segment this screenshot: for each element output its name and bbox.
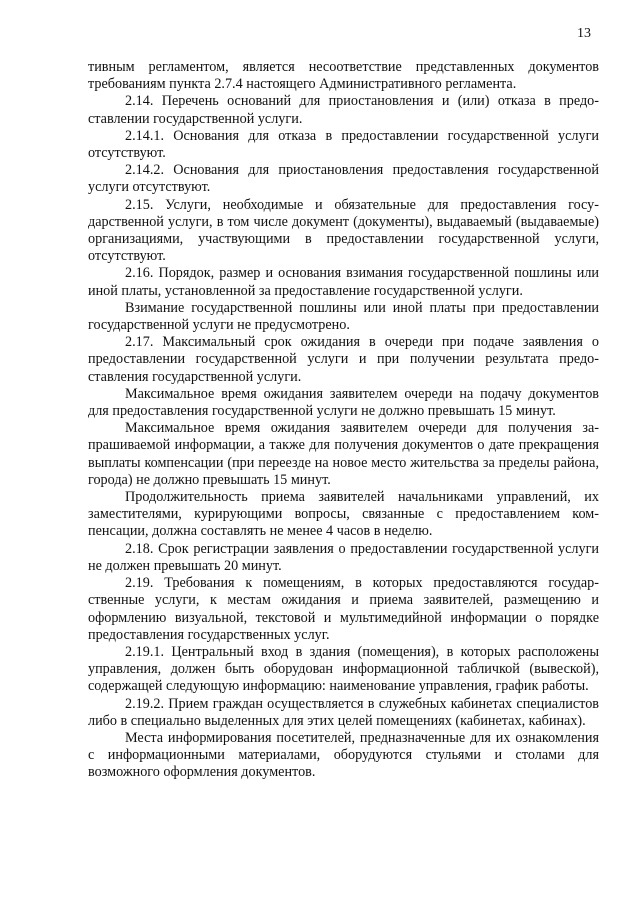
paragraph-continuation: тивным регламентом, является несоответствие представленных документов требованиям пункта 2.7.4 настоящего Административного регламента.: [88, 59, 599, 93]
paragraph-max-wait-submission: Максимальное время ожидания заявителем очереди на подачу документов для предоставления государственной услуги не должно превышать 15 минут.: [88, 385, 599, 420]
paragraph-fee-not-charged: Взимание государственной пошлины или иной платы при предоставлении государственной услуги не предусмотрено.: [88, 299, 599, 334]
paragraph-max-wait-information: Максимальное время ожидания заявителем очереди для получения запрашиваемой информации, а также для получения документов о дате прекращения выплаты компенсации (при переезде на новое место жительства за пределы района, города) не должно превышать 15 минут.: [88, 420, 599, 488]
paragraph-2-14: 2.14. Перечень оснований для приостановления и (или) отказа в предоставлении государственной услуги.: [88, 93, 599, 127]
paragraph-2-16: 2.16. Порядок, размер и основания взимания государственной пошлины или иной платы, установленной за предоставление государственной услуги.: [88, 265, 599, 299]
paragraph-2-14-1: 2.14.1. Основания для отказа в предоставлении государственной услуги отсутствуют.: [88, 127, 599, 162]
paragraph-information-places: Места информирования посетителей, предназначенные для их ознакомления с информационными материалами, оборудуются стульями и столами для возможного оформления документов.: [88, 729, 599, 781]
paragraph-2-17: 2.17. Максимальный срок ожидания в очереди при подаче заявления о предоставлении государственной услуги и при получении результата предоставления государственной услуги.: [88, 334, 599, 385]
page-number: 13: [577, 26, 591, 41]
document-body: [88, 59, 599, 782]
paragraph-reception-duration: Продолжительность приема заявителей начальниками управлений, их заместителями, курирующими вопросы, связанные с предоставлением компенсации, должна составлять не менее 4 часов в неделю.: [88, 489, 599, 540]
paragraph-2-15: 2.15. Услуги, необходимые и обязательные для предоставления государственной услуги, в том числе документ (документы), выдаваемый (выдаваемые) организациями, участвующими в предоставлении государственной услуги, отсутствуют.: [88, 196, 599, 265]
paragraph-2-19-1: 2.19.1. Центральный вход в здания (помещения), в которых расположены управления, должен быть оборудован информационной табличкой (вывеской), содержащей следующую информацию: наименование управления, график работы.: [88, 643, 599, 695]
paragraph-2-19-2: 2.19.2. Прием граждан осуществляется в служебных кабинетах специалистов либо в специально выделенных для этих целей помещениях (кабинетах, кабинах).: [88, 695, 599, 729]
paragraph-2-18: 2.18. Срок регистрации заявления о предоставлении государственной услуги не должен превышать 20 минут.: [88, 540, 599, 574]
paragraph-2-19: 2.19. Требования к помещениям, в которых предоставляются государственные услуги, к местам ожидания и приема заявителей, размещению и оформлению визуальной, текстовой и мультимедийной информации о порядке предоставления государственных услуг.: [88, 575, 599, 643]
paragraph-2-14-2: 2.14.2. Основания для приостановления предоставления государственной услуги отсутствуют.: [88, 162, 599, 196]
